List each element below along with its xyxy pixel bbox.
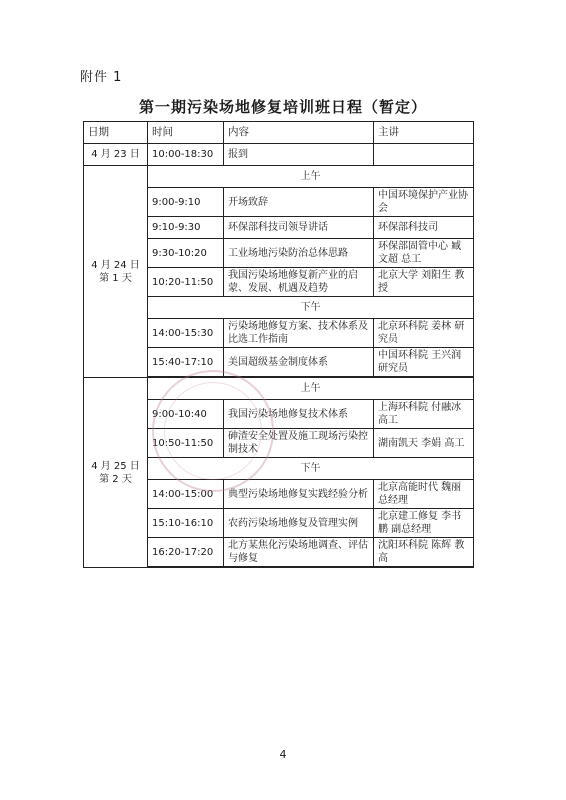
day2-date: 4 月 25 日 (91, 460, 140, 472)
speaker-cell (374, 144, 474, 166)
time-cell: 9:00-10:40 (148, 400, 224, 429)
day1-afternoon-label: 下午 (148, 297, 474, 319)
header-content: 内容 (224, 122, 374, 144)
time-cell: 15:10-16:10 (148, 509, 224, 538)
time-cell: 10:20-11:50 (148, 268, 224, 297)
content-cell: 工业场地污染防治总体思路 (224, 239, 374, 268)
content-cell: 美国超级基金制度体系 (224, 348, 374, 377)
content-cell: 开场致辞 (224, 188, 374, 217)
speaker-cell: 湖南凯天 李娟 高工 (374, 429, 474, 458)
table-row (84, 144, 474, 166)
content-cell: 砷渣安全处置及施工现场污染控制技术 (224, 429, 374, 458)
day1-date-cell (84, 166, 148, 378)
table-header-row (84, 122, 474, 144)
header-time: 时间 (148, 122, 224, 144)
date-cell: 4 月 23 日 (84, 144, 148, 166)
day2-date-cell (84, 378, 148, 568)
day1-day: 第 1 天 (99, 272, 132, 284)
time-cell: 9:00-9:10 (148, 188, 224, 217)
schedule-table (83, 121, 474, 568)
time-cell: 14:00-15:00 (148, 480, 224, 509)
speaker-cell: 上海环科院 付融冰 高工 (374, 400, 474, 429)
day2-afternoon-label: 下午 (148, 458, 474, 480)
day2-day: 第 2 天 (99, 473, 132, 485)
speaker-cell: 环保部科技司 (374, 217, 474, 239)
speaker-cell: 中国环境保护产业协会 (374, 188, 474, 217)
speaker-cell: 北京高能时代 魏丽 总经理 (374, 480, 474, 509)
time-cell: 10:00-18:30 (148, 144, 224, 166)
document-title: 第一期污染场地修复培训班日程（暂定） (138, 98, 427, 116)
time-cell: 9:30-10:20 (148, 239, 224, 268)
time-cell: 10:50-11:50 (148, 429, 224, 458)
content-cell: 农药污染场地修复及管理实例 (224, 509, 374, 538)
attachment-label: 附件 1 (80, 70, 123, 85)
time-cell: 15:40-17:10 (148, 348, 224, 377)
day1-morning-label: 上午 (148, 166, 474, 188)
content-cell: 我国污染场地修复技术体系 (224, 400, 374, 429)
spacer-cell (148, 567, 474, 568)
time-cell: 14:00-15:30 (148, 319, 224, 348)
content-cell: 北方某焦化污染场地调查、评估与修复 (224, 538, 374, 567)
session-row (84, 378, 474, 400)
time-cell: 9:10-9:30 (148, 217, 224, 239)
session-row (84, 166, 474, 188)
header-speaker: 主讲 (374, 122, 474, 144)
content-cell: 我国污染场地修复新产业的启蒙、发展、机遇及趋势 (224, 268, 374, 297)
speaker-cell: 北京环科院 姜林 研究员 (374, 319, 474, 348)
day1-date: 4 月 24 日 (91, 259, 140, 271)
speaker-cell: 北京建工修复 李书鹏 副总经理 (374, 509, 474, 538)
content-cell: 环保部科技司领导讲话 (224, 217, 374, 239)
speaker-cell: 中国环科院 王兴润 研究员 (374, 348, 474, 377)
speaker-cell: 北京大学 刘阳生 教授 (374, 268, 474, 297)
page-number: 4 (279, 748, 287, 761)
content-cell: 污染场地修复方案、技术体系及比选工作指南 (224, 319, 374, 348)
speaker-cell: 环保部固管中心 臧文超 总工 (374, 239, 474, 268)
header-date: 日期 (84, 122, 148, 144)
content-cell: 典型污染场地修复实践经验分析 (224, 480, 374, 509)
content-cell: 报到 (224, 144, 374, 166)
time-cell: 16:20-17:20 (148, 538, 224, 567)
speaker-cell: 沈阳环科院 陈辉 教高 (374, 538, 474, 567)
day2-morning-label: 上午 (148, 378, 474, 400)
